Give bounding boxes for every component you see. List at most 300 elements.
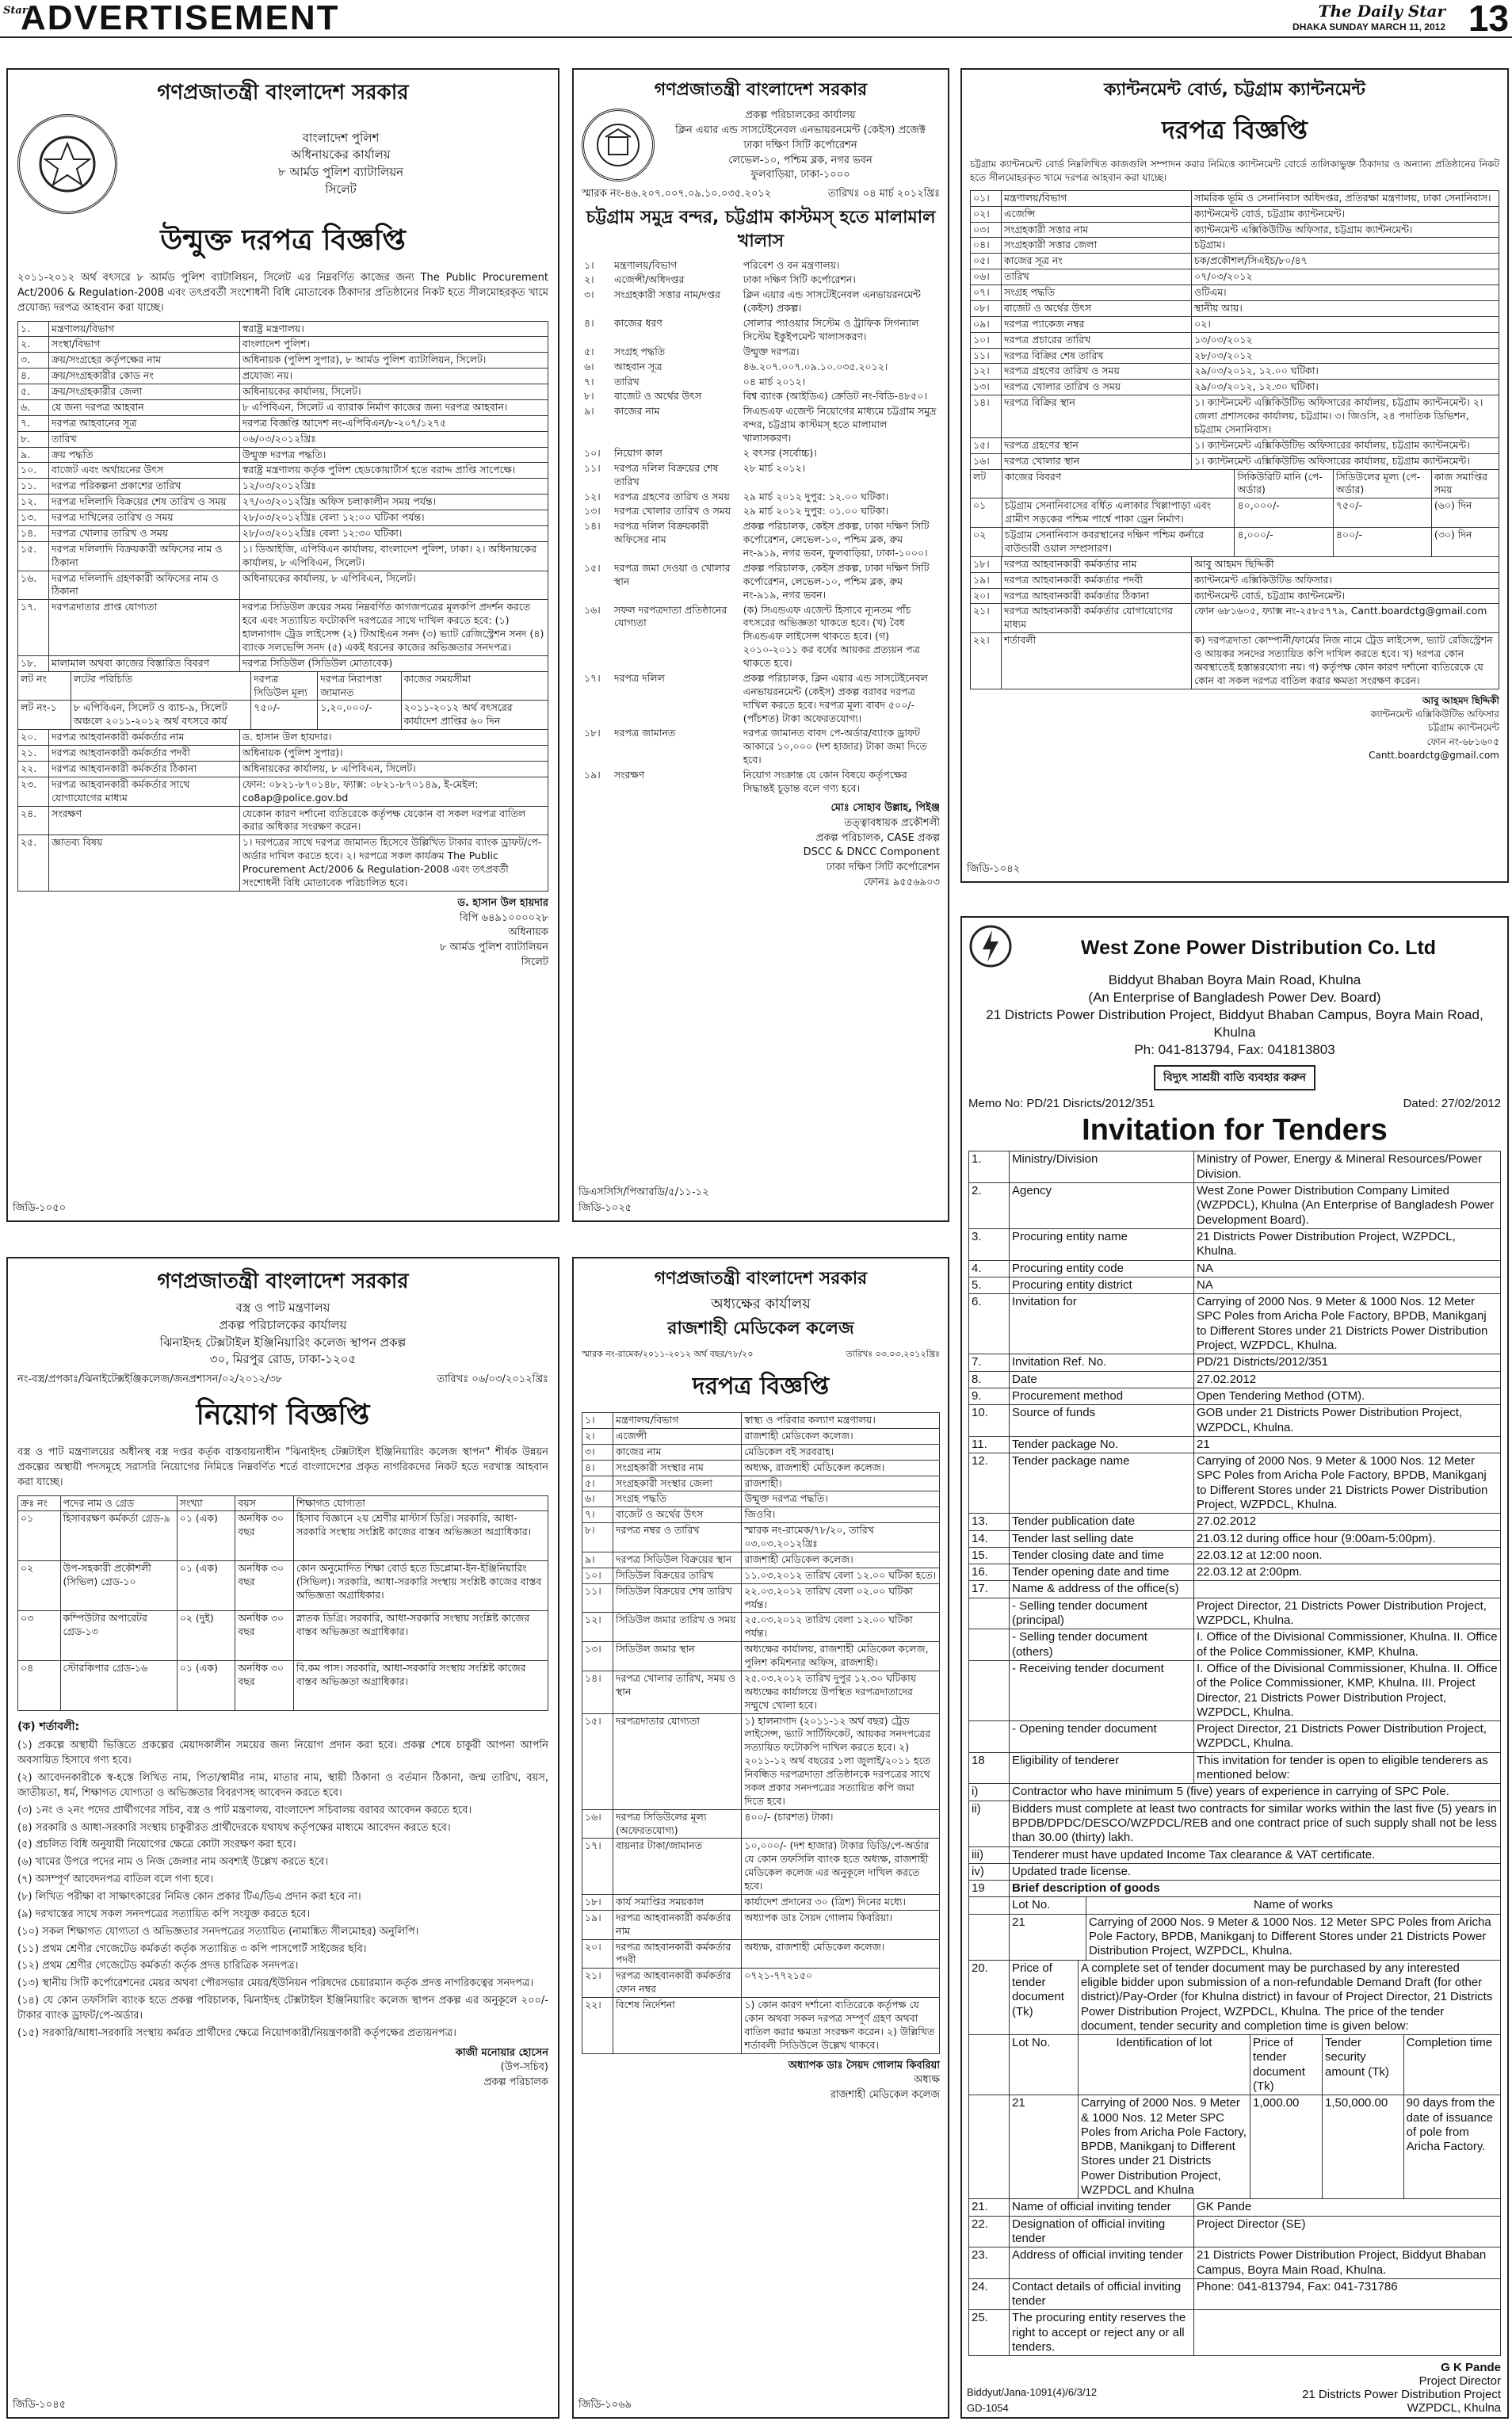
term-item: (৯) দরখাস্তের সাথে সকল সনদপত্রের সত্যায়িত কপি সংযুক্ত করতে হবে।	[17, 1908, 311, 1920]
row-value: 21 Districts Power Distribution Project, Biddyut Bhaban Campus, Boyra Main Road, Khulna.	[1194, 2247, 1501, 2279]
signatory-line: প্রকল্প পরিচালক	[483, 2076, 548, 2089]
row-value	[1194, 1581, 1501, 1598]
table-row	[18, 655, 548, 671]
ad-ref	[578, 1185, 709, 1201]
row-number: ১৫.	[18, 541, 49, 571]
work-cell: ০২	[971, 528, 1002, 557]
ad-ref-code: Biddyut/Jana-1091(4)/6/3/12	[967, 2386, 1098, 2398]
table-row	[18, 746, 548, 762]
posts-header: পদের নাম ও গ্রেড	[60, 1495, 177, 1511]
row-number: 1.	[969, 1151, 1010, 1183]
row-label: দরপত্র খোলার তারিখ ও সময়	[1002, 380, 1192, 395]
org-line: ঢাকা দক্ষিণ সিটি কর্পোরেশন	[743, 139, 857, 151]
row-value: ৮ এপিবিএন, সিলেট এ ব্যারাক নির্মাণ কাজের জন্য দরপত্র আহবান।	[239, 399, 548, 415]
goods-header: Name of works	[1086, 1897, 1501, 1914]
table-row	[971, 190, 1499, 206]
row-value: ক্যান্টনমেন্ট এক্সিকিউটিভ অফিসার, চট্টগ্রাম ক্যান্টনমেন্ট।	[1192, 222, 1499, 238]
row-number: ৩.	[18, 353, 49, 369]
row-number: 12.	[969, 1453, 1010, 1514]
table-row	[18, 571, 548, 600]
price-cell: 90 days from the date of issuance of pole from Aricha Factory.	[1403, 2095, 1500, 2199]
row-value: দরপত্র সিডিউল (সিডিউল মোতাবেক)	[239, 655, 548, 671]
post-cell: ০৩	[18, 1611, 61, 1661]
post-cell: ০১ (এক)	[177, 1661, 235, 1711]
ad-ref	[967, 2386, 1097, 2398]
row-value: উন্মুক্ত দরপত্র।	[743, 345, 800, 357]
row-value: রাজশাহী মেডিকেল কলেজ।	[742, 1428, 940, 1444]
blank-cell	[969, 2095, 1010, 2199]
price-header: Completion time	[1403, 2035, 1500, 2095]
memo-line	[968, 1097, 1501, 1110]
row-number: ০৭।	[971, 285, 1002, 301]
row-number: ০১।	[971, 190, 1002, 206]
row-label: দরপত্র গ্রহণের স্থান	[1002, 437, 1192, 453]
row-value: ২৫.০৩.২০১২ তারিখ বেলা ১২.০০ ঘটিকা পর্যন্ত।	[742, 1613, 940, 1642]
table-row	[971, 254, 1499, 269]
signature-block	[582, 2059, 940, 2104]
signatory-line: Project Director	[1418, 2374, 1501, 2389]
row-number: 14.	[969, 1530, 1010, 1547]
table-row	[971, 285, 1499, 301]
signatory-line: অধ্যক্ষ	[914, 2074, 940, 2087]
row-number: ১৬।	[584, 603, 601, 616]
row-value: রাজশাহী।	[742, 1476, 940, 1491]
lot-header: লট নং	[18, 671, 71, 701]
ad-wzpdcl-tender	[960, 916, 1509, 2419]
row-label: ক্রয়/সংগ্রহের কর্তৃপক্ষের নাম	[49, 353, 240, 369]
table-row	[582, 1939, 940, 1969]
table-row	[18, 479, 548, 495]
goods-cell: Carrying of 2000 Nos. 9 Meter & 1000 Nos. 12 Meter SPC Poles from Aricha Pole Factory, BPDB, Manikganj to Different Stores under 21 Districts Power Distribution Project, WZPDCL, Khulna.	[1086, 1914, 1501, 1960]
row-label: কার্য সমাপ্তির সময়কাল	[613, 1894, 742, 1910]
gov-heading: গণপ্রজাতন্ত্রী বাংলাদেশ সরকার	[157, 81, 409, 105]
table-row	[582, 1642, 940, 1671]
table-row	[971, 238, 1499, 254]
row-label: Invitation Ref. No.	[1010, 1354, 1194, 1371]
row-value: পরিবেশ ও বন মন্ত্রণালয়।	[743, 258, 840, 271]
row-value: প্রকল্প পরিচালক, কেইস প্রকল্প, ঢাকা দক্ষিণ সিটি কর্পোরেশন, লেভেল-১০, পশ্চিম ব্লক, রুম নং-৯১৯, নগর ভবন।	[743, 561, 930, 601]
row-number: ২০।	[971, 588, 1002, 604]
org-heading: ক্যান্টনমেন্ট বোর্ড, চট্টগ্রাম ক্যান্টনমেন্ট	[1104, 80, 1365, 100]
row-number: ০৩।	[971, 222, 1002, 238]
row-value: Phone: 041-813794, Fax: 041-731786	[1194, 2278, 1501, 2310]
work-table	[970, 469, 1499, 557]
row-number: ১৮।	[582, 1894, 613, 1910]
blank-cell	[969, 2035, 1010, 2095]
row-value: স্বরাষ্ট্র মন্ত্রণালয়।	[239, 321, 548, 337]
row-value: উন্মুক্ত দরপত্র পদ্ধতি।	[742, 1491, 940, 1507]
price-table	[968, 1960, 1501, 2200]
row-number: ৯।	[584, 405, 594, 418]
row-label: Procuring entity district	[1010, 1277, 1194, 1293]
price-cell: 1,000.00	[1250, 2095, 1323, 2199]
row-value: অধ্যক্ষ, রাজশাহী মেডিকেল কলেজ।	[742, 1460, 940, 1476]
post-cell: অনধিক ৩০ বছর	[235, 1661, 294, 1711]
row-value: সিএন্ডএফ এজেন্ট নিয়োগের মাধ্যমে চট্টগ্রাম সমুদ্র বন্দর, চট্টগ্রাম কাস্টমস্ হতে মালামাল খালাসকরণ।	[743, 405, 937, 445]
row-number: ১১।	[971, 348, 1002, 364]
ad-rajshahi-medical	[572, 1257, 949, 2419]
table-row	[582, 1428, 940, 1444]
signatory-email[interactable]: Cantt.boardctg@gmail.com	[1369, 750, 1499, 762]
row-value: ২৮/০৩/২০১২খ্রিঃ বেলা ১২:৩০ ঘটিকা।	[239, 525, 548, 541]
work-cell: ৪,০০০/-	[1235, 528, 1333, 557]
row-value: 27.02.2012	[1194, 1371, 1501, 1388]
row-number: ১৪।	[584, 520, 601, 533]
row-number: ২৪.	[18, 806, 49, 835]
signatory-name: মোঃ সোহাব উল্লাহ, পিইঞ্জ	[830, 801, 940, 814]
row-value: জিওবি।	[742, 1507, 940, 1523]
table-row	[18, 835, 548, 892]
term-item: (৩) ১নং ও ২নং পদের প্রার্থীগণের সচিব, বস্ত্র ও পাট মন্ত্রণালয়, বাংলাদেশ সচিবালয় বরাবর আবেদন করতে হবে।	[17, 1804, 472, 1816]
table-row	[971, 453, 1499, 469]
work-cell: (৬০) দিন	[1431, 498, 1499, 528]
term-item: (২) আবেদনকারীকে স্ব-হস্তে লিখিত নাম, পিতা/স্বামীর নাম, মাতার নাম, স্থায়ী ঠিকানা ও বর্তমান ঠিকানা, জন্ম তারিখ, বয়স, জাতীয়তা, ধর্ম, শিক্ষাগত যোগ্যতা ও অভিজ্ঞতার বিবরণসহ আবেদন করতে হবে।	[17, 1772, 548, 1799]
work-cell: চট্টগ্রাম সেনানিবাসের বর্ধিত এলাকার খিল্লাপাড়া এবং গ্রামীণ সড়কের পশ্চিম পার্শ্বে পাকা ড্রেন নির্মাণ।	[1002, 498, 1235, 528]
row-label: দরপত্র আহবানকারী কর্মকর্তার ঠিকানা	[49, 761, 240, 777]
row-label: Invitation for	[1010, 1294, 1194, 1354]
row-number: 10.	[969, 1405, 1010, 1437]
lot-cell: ৮ এপিবিএন, সিলেট ও ব্যাচ-৯, সিলেট অঞ্চলে ২০১১-২০১২ অর্থ বৎসরে কার্য	[71, 701, 250, 730]
ad-title: উন্মুক্ত দরপত্র বিজ্ঞপ্তি	[160, 224, 406, 257]
intro-text: বস্ত্র ও পাট মন্ত্রণালয়ের অধীনস্থ বস্ত্র দপ্তর কর্তৃক বাস্তবায়নাধীন "ঝিনাইদহ টেক্সটাইল ইঞ্জিনিয়ারিং কলেজ স্থাপন" শীর্ষক উন্নয়ন প্রকল্পের অস্থায়ী পদসমূহে সরাসরি নিয়োগের নিমিত্তে নিম্নবর্ণিত শর্তে বাংলাদেশের প্রকৃত নাগরিকদের নিকট হতে দরখাস্ত আহবান করা যাচ্ছে।	[17, 1446, 548, 1488]
row-value: West Zone Power Distribution Company Limited (WZPDCL), Khulna (An Enterprise of Bangladesh Power Development Board).	[1194, 1183, 1501, 1229]
row-number: 3.	[969, 1228, 1010, 1260]
row-number: ২।	[584, 273, 594, 286]
row-number: ১।	[582, 1413, 613, 1429]
lot-cell: লট নং-১	[18, 701, 71, 730]
row-value: Bidders must complete at least two contracts for similar works within the last five (5) years in BPDB/DPDC/DESCO/WZPDCL/REB and one contract price of such supply shall not be less than 30.00 (thirty) lakh.	[1010, 1801, 1501, 1846]
table-row	[582, 1444, 940, 1460]
eligibility-row	[969, 1863, 1501, 1880]
table-row	[969, 2310, 1501, 2356]
row-number: ১৭।	[584, 671, 601, 684]
row-number: ২২.	[18, 761, 49, 777]
row-value: চট্টগ্রাম।	[1192, 238, 1499, 254]
row-number: ১৯।	[584, 769, 601, 781]
row-value: Open Tendering Method (OTM).	[1194, 1388, 1501, 1404]
row-value: ১। ডিআইজি, এপিবিএন কার্যালয়, বাংলাদেশ পুলিশ, ঢাকা। ২। অধিনায়কের কার্যালয়, ৮ এপিবিএন, সিলেট।	[239, 541, 548, 571]
signature-block	[17, 896, 548, 971]
row-label: মন্ত্রণালয়/বিভাগ	[614, 258, 678, 271]
row-label: দরপত্র সিডিউলের মূল্য (অফেরতযোগ্য)	[613, 1809, 742, 1839]
row-number: ০২।	[971, 206, 1002, 222]
memo-number: স্মারক নং-রামেক/২০১১-২০১২ অর্থ বছর/৭৮/২০	[582, 1349, 754, 1360]
row-value: Project Director, 21 Districts Power Distribution Project, WZPDCL, Khulna.	[1194, 1598, 1501, 1629]
row-number: ৩।	[582, 1444, 613, 1460]
row-value: Ministry of Power, Energy & Mineral Resources/Power Division.	[1194, 1151, 1501, 1183]
row-label: সংগ্রহকারী সত্তার নাম/দপ্তর	[614, 288, 720, 301]
table-row	[971, 395, 1499, 438]
ad-title: Invitation for Tenders	[1082, 1113, 1388, 1148]
tender-info-table	[968, 1151, 1501, 1784]
table-row	[18, 415, 548, 431]
table-row	[969, 1564, 1501, 1581]
row-number: ১৮.	[18, 655, 49, 671]
row-value: মেডিকেল বই সরবরাহ।	[742, 1444, 940, 1460]
post-cell: কম্পিউটার অপারেটর গ্রেড-১৩	[60, 1611, 177, 1661]
row-number: ৭।	[582, 1507, 613, 1523]
row-label: সিডিউল বিক্রয়ের শেষ তারিখ	[613, 1583, 742, 1613]
row-number: ৮।	[582, 1523, 613, 1552]
table-row	[18, 761, 548, 777]
row-label: - Receiving tender document	[1010, 1660, 1194, 1720]
table-row	[582, 446, 940, 461]
newspaper-name: The Daily Star	[1318, 2, 1445, 21]
tender-info-table	[582, 258, 940, 796]
row-value: I. Office of the Divisional Commissioner, Khulna. II. Office of the Police Commissioner, KMP, Khulna.	[1194, 1629, 1501, 1661]
table-row	[971, 437, 1499, 453]
table-row	[971, 300, 1499, 316]
row-number: ১৫।	[582, 1713, 613, 1809]
row-value: Contractor who have minimum 5 (five) years of experience in carrying of SPC Pole.	[1010, 1784, 1501, 1801]
row-label: দরপত্র খোলার স্থান	[1002, 453, 1192, 469]
memo-date: তারিখঃ ০৪ মার্চ ২০১২খ্রিঃ	[827, 188, 940, 200]
row-label: Tender package name	[1010, 1453, 1194, 1514]
row-value: ওটিএম।	[1192, 285, 1499, 301]
row-value: স্মারক নং-রামেক/৭৮/২০, তারিখ ০৩.০৩.২০১২খ্রিঃ	[742, 1523, 940, 1552]
page-header	[0, 0, 1512, 38]
row-number: ১৪।	[582, 1671, 613, 1713]
row-number: ১০।	[971, 332, 1002, 348]
table-row	[18, 541, 548, 571]
address-line: 21 Districts Power Distribution Project, Biddyut Bhaban Campus, Boyra Main Road, Khulna	[986, 1007, 1483, 1041]
signatory-line: সিলেট	[521, 957, 548, 969]
table-row	[969, 1547, 1501, 1564]
signatory-line: বিপি ৬৪৯১০০০০২৮	[459, 911, 548, 924]
row-number: ১২।	[584, 490, 601, 502]
row-label: এজেন্সি	[1002, 206, 1192, 222]
row-number: 9.	[969, 1388, 1010, 1404]
row-number: ৭।	[584, 375, 594, 388]
row-label: সংগ্রহকারী সংস্থার নাম	[613, 1460, 742, 1476]
table-row	[969, 1752, 1501, 1784]
row-value: ক্যান্টনমেন্ট বোর্ড, চট্টগ্রাম ক্যান্টনমেন্ট।	[1192, 206, 1499, 222]
row-number: ১০.	[18, 463, 49, 479]
table-row	[969, 1721, 1501, 1753]
table-row	[582, 504, 940, 519]
tender-info-table-2	[970, 556, 1499, 689]
row-value: ফোন ৬৮১৬০৫, ফ্যাক্স নং-২৫৮৫৭৭৯, Cantt.boardctg@gmail.com	[1192, 604, 1499, 633]
row-value: আবু আহমদ ছিদ্দিকী	[1192, 556, 1499, 572]
row-value: NA	[1194, 1260, 1501, 1277]
table-row	[969, 1436, 1501, 1453]
table-row	[18, 730, 548, 746]
row-number: ০৯।	[971, 316, 1002, 332]
table-row	[969, 2247, 1501, 2279]
tender-info-table-2	[968, 2198, 1501, 2356]
table-row	[582, 490, 940, 505]
row-label: বাজেট এবং অর্থায়নের উৎস	[49, 463, 240, 479]
term-item: (৭) অসম্পূর্ণ আবেদনপত্র বাতিল বলে গণ্য হবে।	[17, 1873, 214, 1886]
table-row	[969, 2278, 1501, 2310]
row-number: ২০.	[18, 730, 49, 746]
row-label: Name & address of the office(s)	[1010, 1581, 1194, 1598]
row-number: ২১।	[582, 1969, 613, 1998]
work-cell: ৪০০/-	[1333, 528, 1431, 557]
table-row	[582, 768, 940, 796]
gov-heading: গণপ্রজাতন্ত্রী বাংলাদেশ সরকার	[654, 1269, 868, 1289]
work-cell: ৪০,০০০/-	[1235, 498, 1333, 528]
row-number: ২৫.	[18, 835, 49, 892]
row-value: ক্যান্টনমেন্ট বোর্ড, চট্টগ্রাম ক্যান্টনমেন্ট।	[1192, 588, 1499, 604]
term-item: (৫) প্রচলিত বিধি অনুযায়ী নিয়োগের ক্ষেত্রে কোটা সংরক্ষণ করা হবে।	[17, 1839, 296, 1851]
lot-table	[17, 671, 548, 731]
signatory-line: রাজশাহী মেডিকেল কলেজ	[830, 2089, 940, 2102]
row-label: আহবান সূত্র	[614, 360, 662, 372]
row-value: ক) দরপত্রদাতা কোম্পানী/ফার্মের নিজ নামে ট্রেড লাইসেন্স, ভ্যাট রেজিস্ট্রেশন ও আয়কর সনদের সত্যায়িত কপি দাখিল করতে হবে। খ) দরপত্র কোন অবস্থাতেই হস্তান্তরযোগ্য নয়। গ) কর্তৃপক্ষ কোন কারণ দর্শানো ব্যতিরেকে যে কোন বা সকল দরপত্র বাতিল করার ক্ষমতা সংরক্ষণ করেন।	[1192, 633, 1499, 689]
row-value: 21 Districts Power Distribution Project, WZPDCL, Khulna.	[1194, 1228, 1501, 1260]
row-value: স্থানীয় আয়।	[1192, 300, 1499, 316]
org-line: ৩০, মিরপুর রোড, ঢাকা-১২০৫	[209, 1352, 357, 1367]
org-line: ক্লিন এয়ার এন্ড সাসটেইনেবল এনভায়রনমেন্ট (কেইস) প্রজেক্ট	[675, 124, 926, 136]
row-label: যে জন্য দরপত্র আহবান	[49, 399, 240, 415]
row-value: 22.03.12 at 12:00 noon.	[1194, 1547, 1501, 1564]
row-value: 21.03.12 during office hour (9:00am-5:00pm).	[1194, 1530, 1501, 1547]
table-row	[582, 561, 940, 603]
row-number	[969, 1598, 1010, 1629]
row-value: ড. হাসান উল হায়দার।	[239, 730, 548, 746]
row-number: ৭.	[18, 415, 49, 431]
row-label: দরপত্র খোলার তারিখ, সময় ও স্থান	[613, 1671, 742, 1713]
signatory-line: 21 Districts Power Distribution Project	[1302, 2388, 1501, 2402]
row-label: দরপত্র গ্রহণের তারিখ ও সময়	[1002, 364, 1192, 380]
row-value: ৪০০/- (চারশত) টাকা।	[742, 1809, 940, 1839]
row-number: ১৩.	[18, 510, 49, 526]
table-row	[18, 321, 548, 337]
org-line: অধিনায়কের কার্যালয়	[291, 147, 391, 162]
table-row	[971, 316, 1499, 332]
ad-ref: জিডি-১০৪২	[967, 863, 1021, 875]
row-number: 18	[969, 1752, 1010, 1784]
post-cell: হিসাব বিজ্ঞানে ২য় শ্রেণীর মাস্টার্স ডিগ্রি। সরকারি, আধা-সরকারি সংস্থায় সংশ্লিষ্ট কাজের বাস্তব অভিজ্ঞতা অগ্রাধিকার।	[293, 1511, 548, 1561]
row-label: তারিখ	[1002, 269, 1192, 285]
row-number: ৫.	[18, 384, 49, 400]
row-label: দরপত্র আহবানকারী কর্মকর্তার পদবী	[613, 1939, 742, 1969]
row-number: ১৩।	[584, 505, 601, 517]
row-value: অধ্যক্ষের কার্যালয়, রাজশাহী মেডিকেল কলেজ, পুলিশ কমিশনার অফিস, রাজশাহী।	[742, 1642, 940, 1671]
row-label: মালামাল অথবা কাজের বিস্তারিত বিবরণ	[49, 655, 240, 671]
row-number: ০৬।	[971, 269, 1002, 285]
work-header: সিডিউলের মূল্য (পে-অর্ডার)	[1333, 469, 1431, 498]
row-label: - Selling tender document (principal)	[1010, 1598, 1194, 1629]
row-number: 22.	[969, 2216, 1010, 2247]
work-header: লট	[971, 469, 1002, 498]
row-label: ক্রয়/সংগ্রহকারীর কোড নং	[49, 369, 240, 384]
post-cell: ০৪	[18, 1661, 61, 1711]
table-row	[18, 510, 548, 526]
row-label: সংরক্ষণ	[614, 769, 645, 781]
row-number: ২.	[18, 337, 49, 353]
row-label: দরপত্র আহবানকারী কর্মকর্তার সাথে যোগাযোগের মাধ্যম	[49, 777, 240, 806]
table-row	[582, 1523, 940, 1552]
row-number: 23.	[969, 2247, 1010, 2279]
row-label: দরপত্র আহবানকারী কর্মকর্তার পদবী	[49, 746, 240, 762]
row-value: GOB under 21 Districts Power Distribution Project, WZPDCL, Khulna.	[1194, 1405, 1501, 1437]
row-value: অধিনায়ক (পুলিশ সুপার), ৮ আর্মড পুলিশ ব্যাটালিয়ন, সিলেট।	[239, 353, 548, 369]
tender-info-table-2	[17, 729, 548, 892]
row-number: ১৪।	[971, 395, 1002, 438]
ad-title: দরপত্র বিজ্ঞপ্তি	[692, 1373, 830, 1401]
row-label: Agency	[1010, 1183, 1194, 1229]
row-number: 2.	[969, 1183, 1010, 1229]
row-value: GK Pande	[1194, 2199, 1501, 2216]
memo-line	[17, 1372, 548, 1388]
memo-date: তারিখঃ ০৬/০৩/২০১২খ্রিঃ	[437, 1373, 548, 1385]
table-row	[969, 1388, 1501, 1404]
terms-list	[17, 1739, 548, 2041]
org-line: প্রকল্প পরিচালকের কার্যালয়	[745, 109, 856, 121]
term-item: (১৪) যে কোন তফসিলি ব্যাংক হতে প্রকল্প পরিচালক, ঝিনাইদহ টেক্সটাইল ইঞ্জিনিয়ারিং কলেজ স্থাপন প্রকল্প এর অনুকূলে ২০০/- টাকার ব্যাংক ড্রাফট/পে-অর্ডার।	[17, 1995, 548, 2022]
row-value: প্রকল্প পরিচালক, ক্লিন এয়ার এন্ড সাসটেইনেবল এনভায়রনমেন্ট (কেইস) প্রকল্প বরাবর দরপত্র দাখিল করতে হবে। দরপত্র মূল্য বাবদ ৫০০/- (পাঁচশত) টাকা অফেরতযোগ্য।	[743, 671, 928, 724]
row-label: Ministry/Division	[1010, 1151, 1194, 1183]
gov-heading: গণপ্রজাতন্ত্রী বাংলাদেশ সরকার	[157, 1270, 409, 1293]
work-header: কাজ সমাপ্তির সময়	[1431, 469, 1499, 498]
posts-header: বয়স	[235, 1495, 294, 1511]
row-label: বাজেট ও অর্থের উৎস	[1002, 300, 1192, 316]
table-row	[969, 1598, 1501, 1629]
row-label: কাজের ধরণ	[614, 317, 662, 330]
row-label: এজেন্সী	[613, 1428, 742, 1444]
post-cell: অনধিক ৩০ বছর	[235, 1511, 294, 1561]
table-row	[971, 269, 1499, 285]
row-value: চক/প্রকৌশল/সিএইচ/৮০/৪৭	[1192, 254, 1499, 269]
row-number: ২০।	[582, 1939, 613, 1969]
work-header: কাজের বিবরণ	[1002, 469, 1235, 498]
tender-info-table	[970, 190, 1499, 470]
row-value: ২৯/০৩/২০১২, ১২.৩০ ঘটিকা।	[1192, 380, 1499, 395]
table-row	[582, 726, 940, 768]
lot-cell: ২০১১-২০১২ অর্থ বৎসরের কার্যাদেশ প্রাপ্তির ৬০ দিন	[401, 701, 548, 730]
work-cell: ০১	[971, 498, 1002, 528]
gov-heading: গণপ্রজাতন্ত্রী বাংলাদেশ সরকার	[654, 80, 868, 100]
row-label: বায়নার টাকা/জামানত	[613, 1839, 742, 1895]
table-row	[582, 360, 940, 375]
row-label: দরপত্র দলিল বিক্রয়কারী অফিসের নাম	[614, 520, 709, 546]
term-item: (৬) খামের উপরে পদের নাম ও নিজ জেলার নাম অবশ্যই উল্লেখ করতে হবে।	[17, 1856, 329, 1869]
org-line: ফুলবাড়িয়া, ঢাকা-১০০০	[750, 169, 850, 181]
lot-header: কাজের সময়সীমা	[401, 671, 548, 701]
table-row	[969, 1453, 1501, 1514]
row-number: iv)	[969, 1863, 1010, 1880]
row-value: Carrying of 2000 Nos. 9 Meter & 1000 Nos. 12 Meter SPC Poles from Aricha Pole Factory, BPDB, Manikganj to Different Stores under 21 Districts Power Distribution Project, WZPDCL, Khulna.	[1194, 1453, 1501, 1514]
row-value: প্রযোজ্য নয়।	[239, 369, 548, 384]
row-number: ৫।	[584, 345, 594, 357]
row-value: ২৮/০৩/২০১২খ্রিঃ বেলা ১২:০০ ঘটিকা পর্যন্ত।	[239, 510, 548, 526]
table-row	[582, 1998, 940, 2054]
table-row	[582, 1583, 940, 1613]
table-row	[969, 1514, 1501, 1530]
term-item: (৪) সরকারি ও আধা-সরকারি সংস্থায় চাকুরীরত প্রার্থীদেরকে যথাযথ কর্তৃপক্ষের মাধ্যমে আবেদন করতে হবে।	[17, 1821, 451, 1834]
row-number: ১২।	[582, 1613, 613, 1642]
row-label: সংগ্রহ পদ্ধতি	[614, 345, 666, 357]
row-number: iii)	[969, 1846, 1010, 1863]
row-value: বাংলাদেশ পুলিশ।	[239, 337, 548, 353]
row-number: 24.	[969, 2278, 1010, 2310]
term-item: (১২) প্রথম শ্রেণীর গেজেটেড কর্মকর্তা কর্তৃক প্রদত্ত চারিত্রিক সনদপত্র।	[17, 1960, 299, 1972]
row-number: ০৫।	[971, 254, 1002, 269]
row-label: তারিখ	[49, 431, 240, 447]
posts-header: ক্রঃ নং	[18, 1495, 61, 1511]
row-number: 4.	[969, 1260, 1010, 1277]
row-label: Tender publication date	[1010, 1514, 1194, 1530]
memo-date: তারিখঃ ০৩.০৩.২০১২খ্রিঃ	[846, 1349, 940, 1360]
row-value: ১১.০৩.২০১২ তারিখ বেলা ১২.০০ ঘটিকা হতে।	[742, 1568, 940, 1583]
row-label: দরপত্র আহবানকারী কর্মকর্তার ঠিকানা	[1002, 588, 1192, 604]
row-value: 22.03.12 at 2:00pm.	[1194, 1564, 1501, 1581]
goods-table	[968, 1880, 1501, 1960]
ad-ref: জিডি-১০৪৫	[13, 2399, 67, 2411]
row-value: উন্মুক্ত দরপত্র পদ্ধতি।	[239, 447, 548, 463]
